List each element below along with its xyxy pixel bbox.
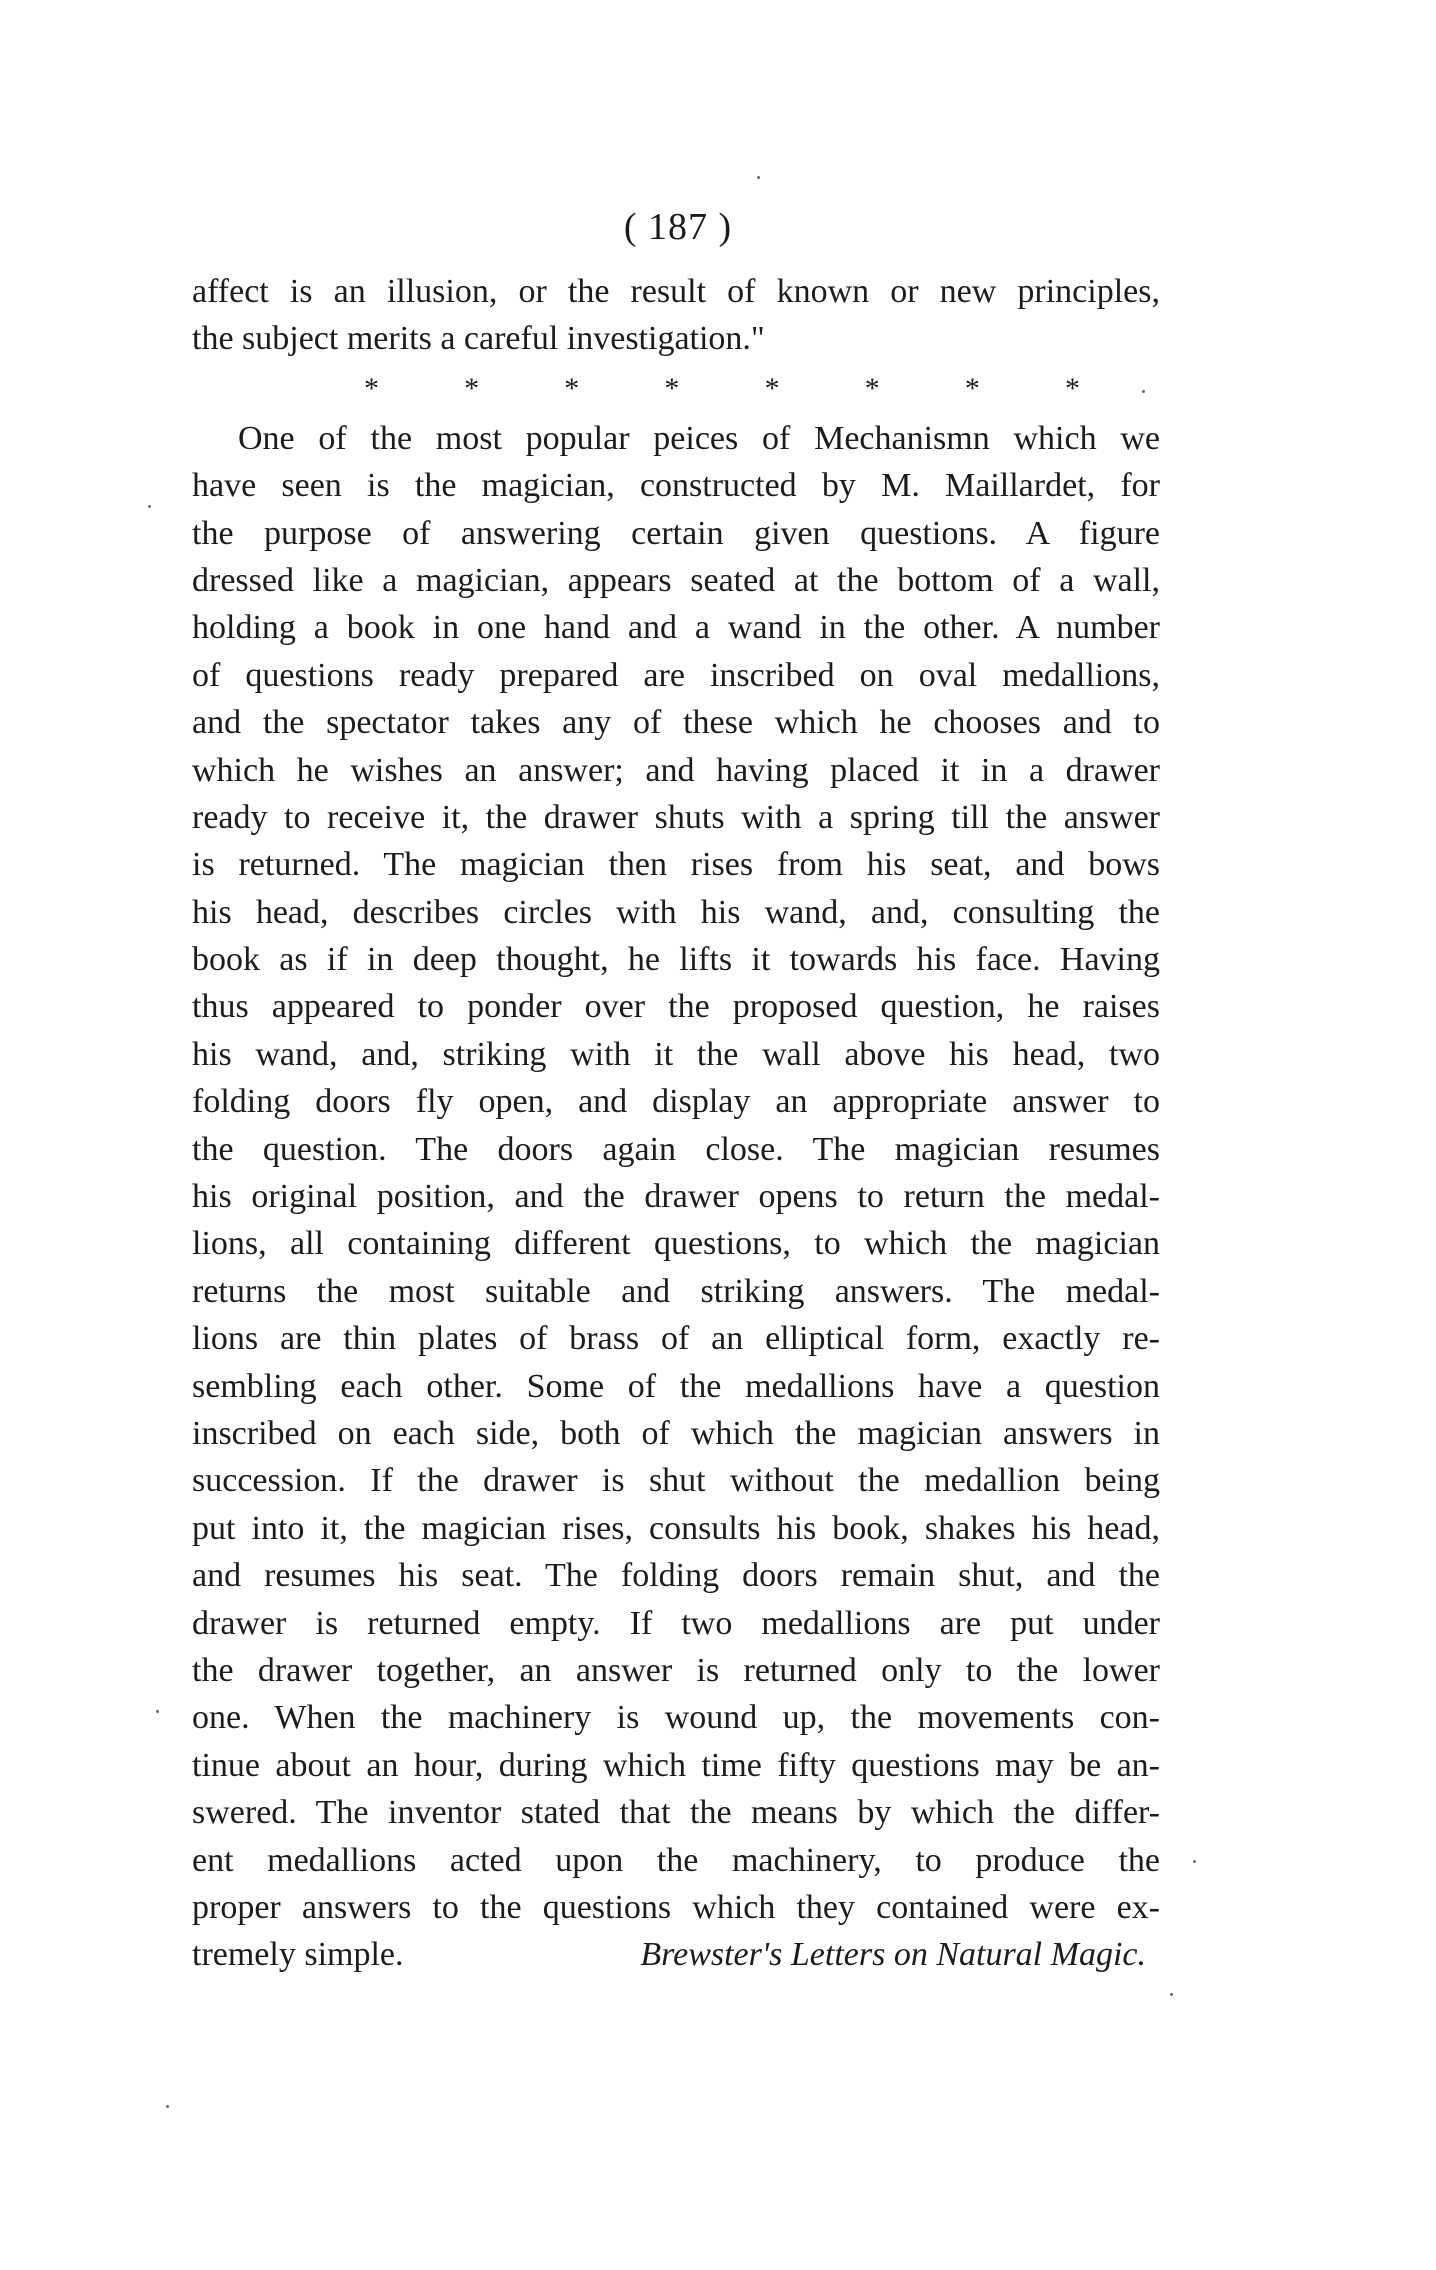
text-line: ent medallions acted upon the machinery, to produce the	[192, 1841, 1160, 1879]
text-line: one. When the machinery is wound up, the movements con-	[192, 1699, 1160, 1737]
text-line: lions are thin plates of brass of an elliptical form, exactly re-	[192, 1320, 1160, 1358]
text-line: dressed like a magician, appears seated at the bottom of a wall,	[192, 561, 1160, 599]
text-line: affect is an illusion, or the result of known or new principles,	[192, 273, 1160, 310]
text-line: One of the most popular peices of Mechanismn which we	[238, 419, 1160, 457]
text-line: and resumes his seat. The folding doors remain shut, and the	[192, 1557, 1160, 1595]
text-line: the purpose of answering certain given questions. A figure	[192, 514, 1160, 552]
asterisk: *	[664, 371, 680, 405]
text-line: his wand, and, striking with it the wall above his head, two	[192, 1035, 1160, 1073]
scan-speck	[148, 505, 151, 508]
asterisk: *	[764, 371, 780, 405]
asterisk: *	[364, 371, 379, 405]
text-line: ready to receive it, the drawer shuts with a spring till the answer	[192, 798, 1160, 836]
source-citation: Brewster's Letters on Natural Magic.	[640, 1936, 1146, 1974]
page-number: ( 187 )	[623, 206, 733, 248]
final-line	[192, 1931, 1160, 1978]
text-line: succession. If the drawer is shut without the medallion being	[192, 1462, 1160, 1500]
scan-speck	[166, 2105, 169, 2108]
text-line: holding a book in one hand and a wand in the other. A number	[192, 609, 1160, 647]
asterisk: *	[1064, 371, 1080, 405]
text-line: put into it, the magician rises, consults his book, shakes his head,	[192, 1509, 1160, 1547]
section-separator	[192, 363, 1160, 415]
text-line: proper answers to the questions which they contained were ex-	[192, 1888, 1160, 1926]
text-line: book as if in deep thought, he lifts it towards his face. Having	[192, 941, 1160, 979]
scan-speck	[156, 1710, 159, 1713]
text-line: tinue about an hour, during which time fifty questions may be an-	[192, 1746, 1160, 1784]
asterisk: *	[964, 371, 980, 405]
text-line: is returned. The magician then rises from his seat, and bows	[192, 846, 1160, 884]
text-line: the question. The doors again close. The magician resumes	[192, 1130, 1160, 1168]
text-line: and the spectator takes any of these which he chooses and to	[192, 704, 1160, 742]
scan-speck	[1193, 1860, 1196, 1863]
page-text	[192, 268, 1160, 1979]
text-line: drawer is returned empty. If two medallions are put under	[192, 1604, 1160, 1642]
asterisk: *	[464, 371, 480, 405]
text-line: sembling each other. Some of the medallions have a question	[192, 1367, 1160, 1405]
text-line: swered. The inventor stated that the means by which the differ-	[192, 1794, 1160, 1832]
text-line: the subject merits a careful investigation."	[192, 320, 765, 358]
text-line: tremely simple.	[192, 1936, 404, 1974]
text-line: of questions ready prepared are inscribed on oval medallions,	[192, 656, 1160, 694]
text-line: which he wishes an answer; and having placed it in a drawer	[192, 751, 1160, 789]
text-line: the drawer together, an answer is returned only to the lower	[192, 1651, 1160, 1689]
text-line: lions, all containing different questions, to which the magician	[192, 1225, 1160, 1263]
text-line: have seen is the magician, constructed by M. Maillardet, for	[192, 467, 1160, 505]
text-line: folding doors fly open, and display an appropriate answer to	[192, 1083, 1160, 1121]
paragraph	[192, 415, 1160, 1979]
scan-speck	[1142, 390, 1145, 393]
scan-speck	[757, 176, 760, 179]
scan-speck	[1170, 1993, 1173, 1996]
asterisk: *	[564, 371, 580, 405]
asterisk: *	[864, 371, 880, 405]
text-line: returns the most suitable and striking answers. The medal-	[192, 1272, 1160, 1310]
text-line: thus appeared to ponder over the proposed question, he raises	[192, 988, 1160, 1026]
text-line: inscribed on each side, both of which the magician answers in	[192, 1414, 1160, 1452]
text-line: his head, describes circles with his wand, and, consulting the	[192, 893, 1160, 931]
text-line: his original position, and the drawer opens to return the medal-	[192, 1178, 1160, 1216]
